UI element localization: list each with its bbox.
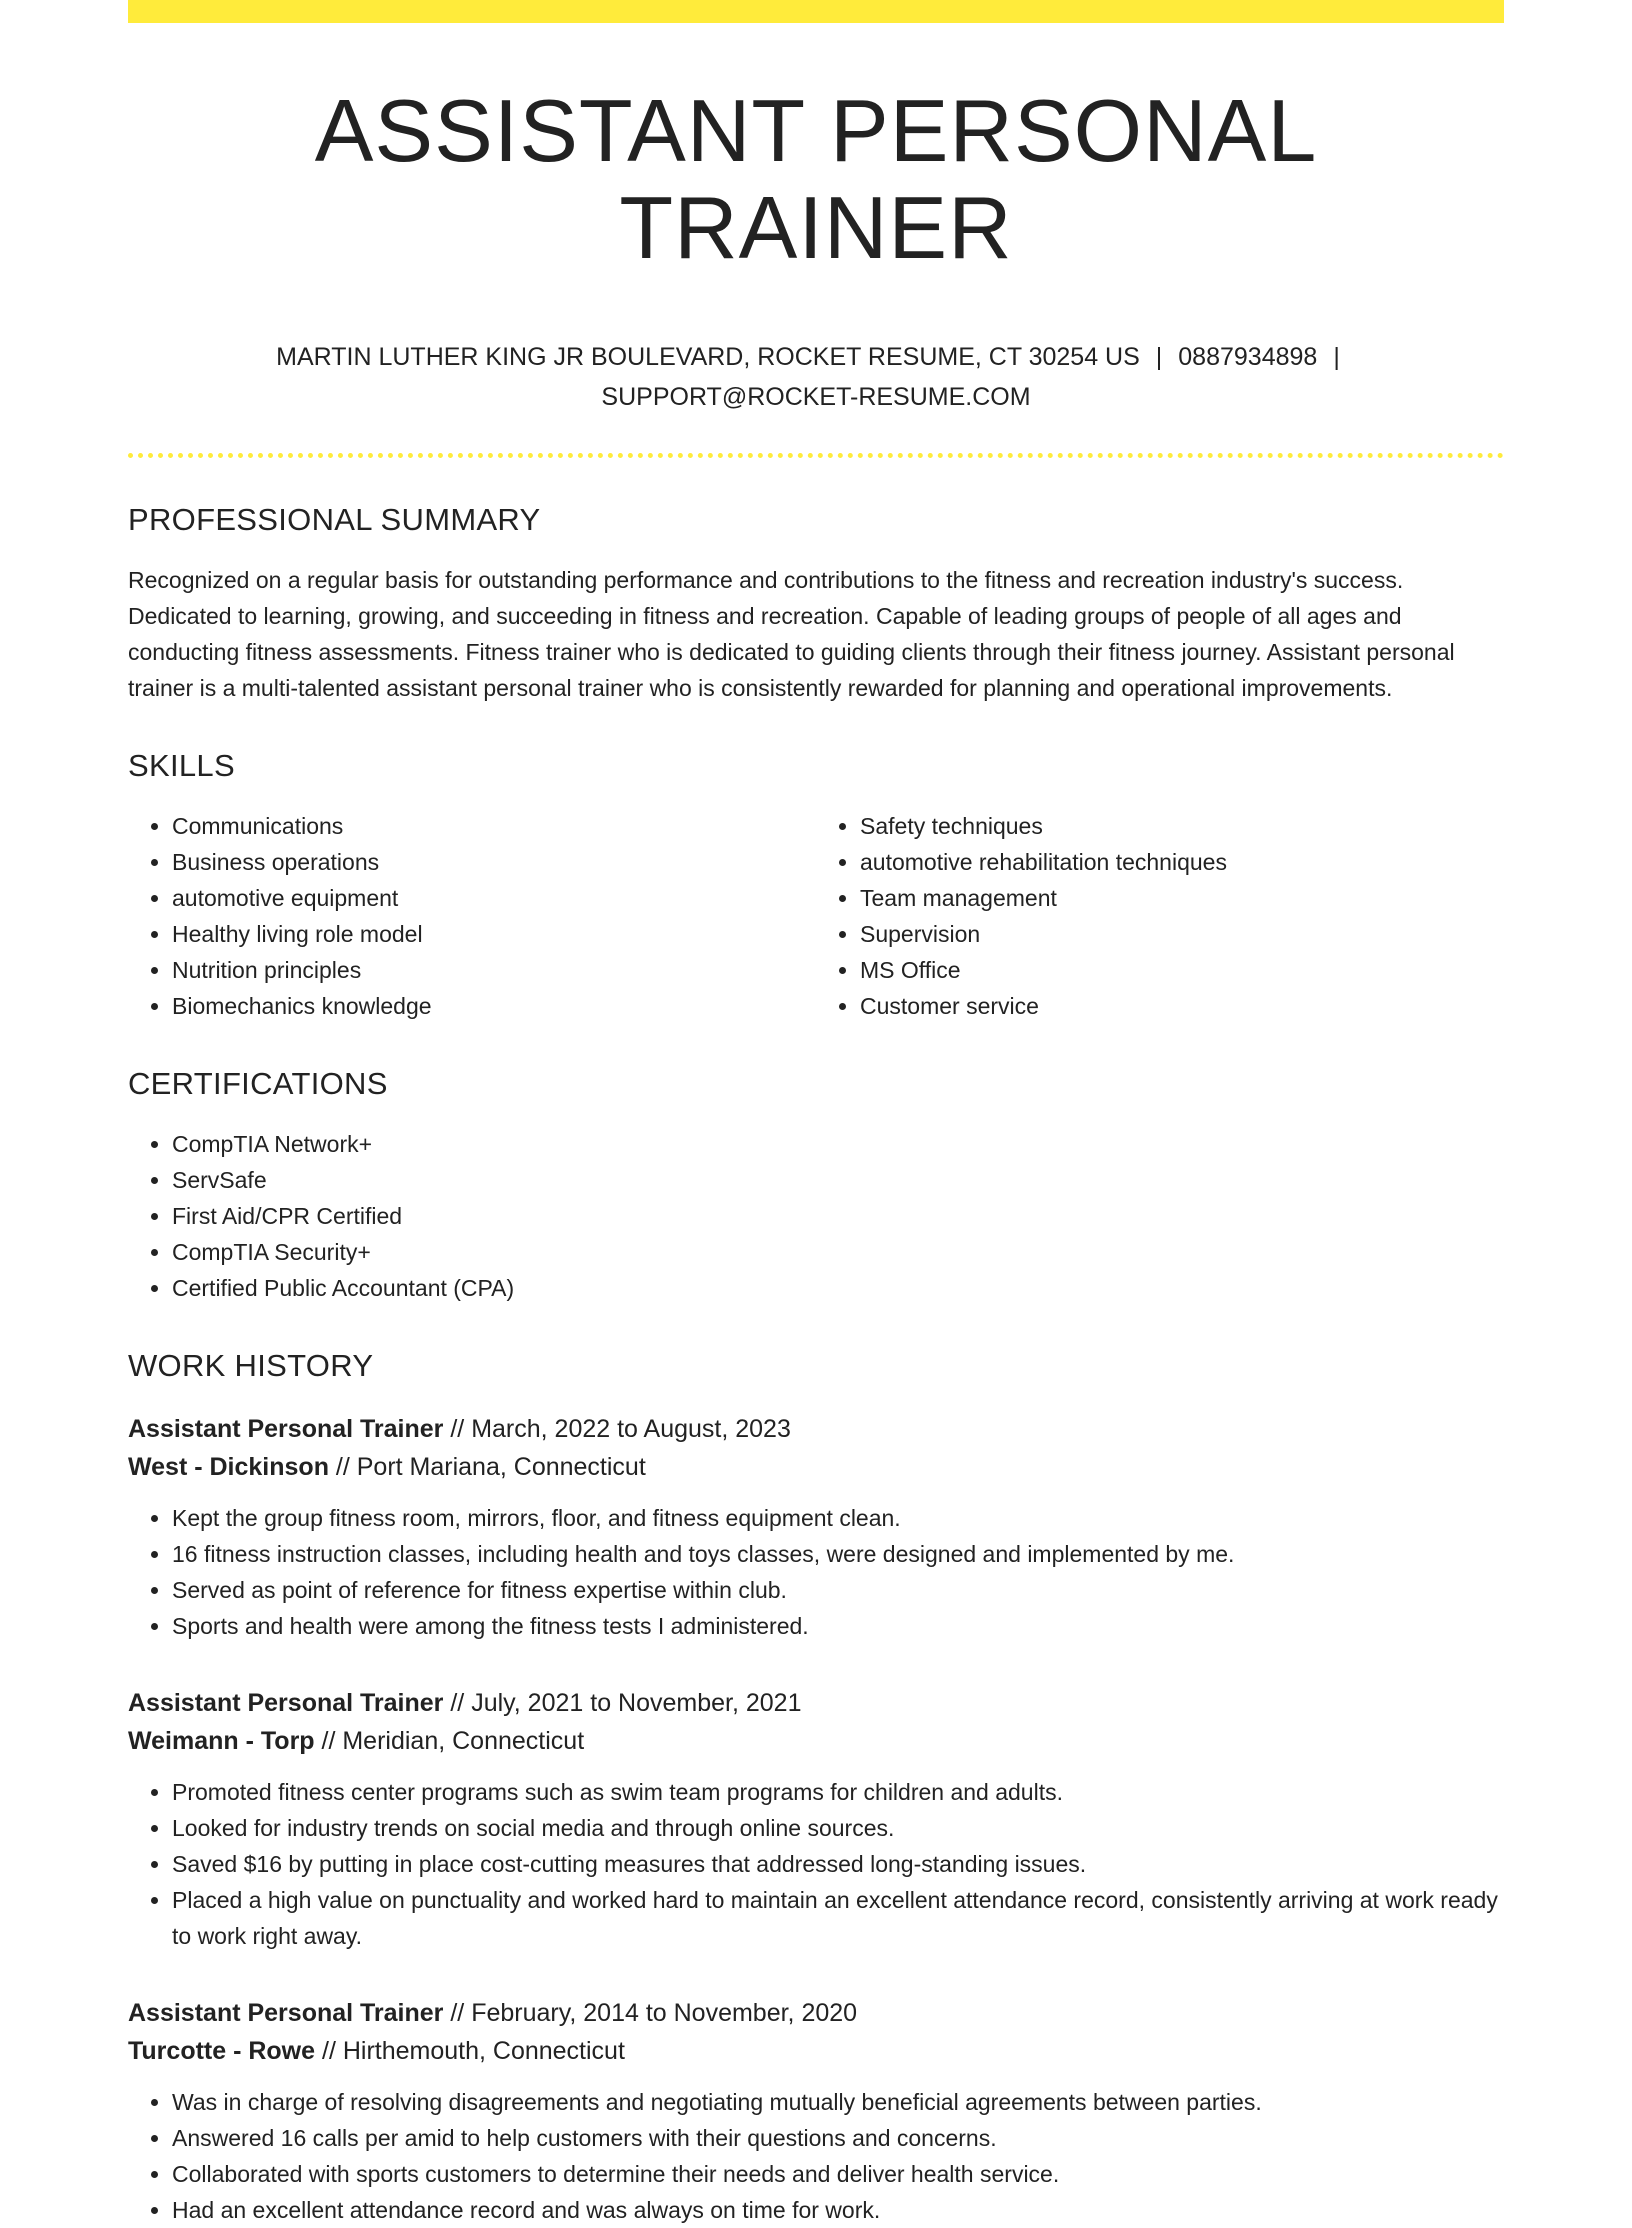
skills-left-list: [128, 808, 816, 1024]
job-dates: // July, 2021 to November, 2021: [443, 1688, 802, 1717]
skills-heading: SKILLS: [128, 747, 235, 783]
list-item: • Safety techniques: [860, 808, 1504, 844]
job-entry: [128, 1994, 1504, 2228]
list-item: • Communications: [172, 808, 816, 844]
list-item: • Looked for industry trends on social media and through online sources.: [172, 1810, 1504, 1846]
resume-title: ASSISTANT PERSONAL TRAINER: [314, 81, 1318, 277]
phone: 0887934898: [1178, 342, 1318, 371]
list-item: • CompTIA Security+: [172, 1234, 1504, 1270]
list-item: • CompTIA Network+: [172, 1126, 1504, 1162]
skills-right-list: [816, 808, 1504, 1024]
job-dates: // February, 2014 to November, 2020: [443, 1998, 858, 2027]
list-item: • automotive rehabilitation techniques: [860, 844, 1504, 880]
certifications-list: [128, 1126, 1504, 1306]
job-dates: // March, 2022 to August, 2023: [443, 1414, 791, 1443]
email: SUPPORT@ROCKET-RESUME.COM: [601, 382, 1031, 411]
job-company: West - Dickinson: [128, 1452, 329, 1481]
list-item: • Saved $16 by putting in place cost-cutting measures that addressed long-standing issues.: [172, 1846, 1504, 1882]
list-item: • Had an excellent attendance record and was always on time for work.: [172, 2192, 1504, 2228]
dotted-divider: [128, 453, 1504, 458]
job-location: // Hirthemouth, Connecticut: [315, 2036, 625, 2065]
certifications-heading: CERTIFICATIONS: [128, 1065, 388, 1101]
list-item: • Certified Public Accountant (CPA): [172, 1270, 1504, 1306]
skills-columns: [128, 808, 1504, 1024]
job-location: // Port Mariana, Connecticut: [328, 1452, 646, 1481]
job-bullets: [128, 1774, 1504, 1954]
job-entry: [128, 1684, 1504, 1954]
list-item: • Collaborated with sports customers to determine their needs and deliver health service.: [172, 2156, 1504, 2192]
job-company-line: [128, 1448, 1504, 1486]
list-item: • Sports and health were among the fitness tests I administered.: [172, 1608, 1504, 1644]
job-title-line: [128, 1684, 1504, 1722]
list-item: • ServSafe: [172, 1162, 1504, 1198]
job-entry: [128, 1410, 1504, 1644]
work-history-heading: WORK HISTORY: [128, 1347, 374, 1383]
list-item: • Promoted fitness center programs such as swim team programs for children and adults.: [172, 1774, 1504, 1810]
job-company-line: [128, 1722, 1504, 1760]
list-item: • Business operations: [172, 844, 816, 880]
list-item: • Placed a high value on punctuality and worked hard to maintain an excellent attendance record, consistently arriving at work ready to work right away.: [172, 1882, 1504, 1954]
list-item: • Kept the group fitness room, mirrors, floor, and fitness equipment clean.: [172, 1500, 1504, 1536]
list-item: • 16 fitness instruction classes, including health and toys classes, were designed and implemented by me.: [172, 1536, 1504, 1572]
skills-section: [128, 748, 1504, 1024]
work-history-section: [128, 1348, 1504, 2228]
separator: |: [1333, 342, 1340, 371]
summary-text: Recognized on a regular basis for outstanding performance and contributions to the fitness and recreation industry's success. Dedicated to learning, growing, and succeeding in fitness and recreation. Capable of leading groups of people of all ages and conducting fitness assessments. Fitness trainer who is dedicated to guiding clients through their fitness journey. Assistant personal trainer is a multi-talented assistant personal trainer who is consistently rewarded for planning and operational improvements.: [128, 566, 1455, 701]
list-item: • Served as point of reference for fitness expertise within club.: [172, 1572, 1504, 1608]
job-title: Assistant Personal Trainer: [128, 1414, 444, 1443]
list-item: • MS Office: [860, 952, 1504, 988]
job-bullets: [128, 2084, 1504, 2228]
list-item: • automotive equipment: [172, 880, 816, 916]
list-item: • Team management: [860, 880, 1504, 916]
top-accent-bar: [128, 0, 1504, 23]
list-item: • Customer service: [860, 988, 1504, 1024]
job-title: Assistant Personal Trainer: [128, 1998, 444, 2027]
list-item: • Nutrition principles: [172, 952, 816, 988]
job-title-line: [128, 1410, 1504, 1448]
separator: |: [1155, 342, 1163, 371]
job-company: Turcotte - Rowe: [128, 2036, 316, 2065]
job-company-line: [128, 2032, 1504, 2070]
list-item: • First Aid/CPR Certified: [172, 1198, 1504, 1234]
certifications-section: [128, 1066, 1504, 1306]
job-location: // Meridian, Connecticut: [314, 1726, 585, 1755]
summary-section: [128, 502, 1504, 706]
job-title-line: [128, 1994, 1504, 2032]
list-item: • Was in charge of resolving disagreements and negotiating mutually beneficial agreements between parties.: [172, 2084, 1504, 2120]
address: MARTIN LUTHER KING JR BOULEVARD, ROCKET RESUME, CT 30254 US: [276, 342, 1140, 371]
job-title: Assistant Personal Trainer: [128, 1688, 444, 1717]
list-item: • Biomechanics knowledge: [172, 988, 816, 1024]
list-item: • Supervision: [860, 916, 1504, 952]
resume-page: [128, 0, 1504, 2228]
list-item: • Healthy living role model: [172, 916, 816, 952]
contact-info: [128, 337, 1504, 417]
list-item: • Answered 16 calls per amid to help customers with their questions and concerns.: [172, 2120, 1504, 2156]
job-company: Weimann - Torp: [128, 1726, 315, 1755]
job-bullets: [128, 1500, 1504, 1644]
summary-heading: PROFESSIONAL SUMMARY: [128, 501, 541, 537]
